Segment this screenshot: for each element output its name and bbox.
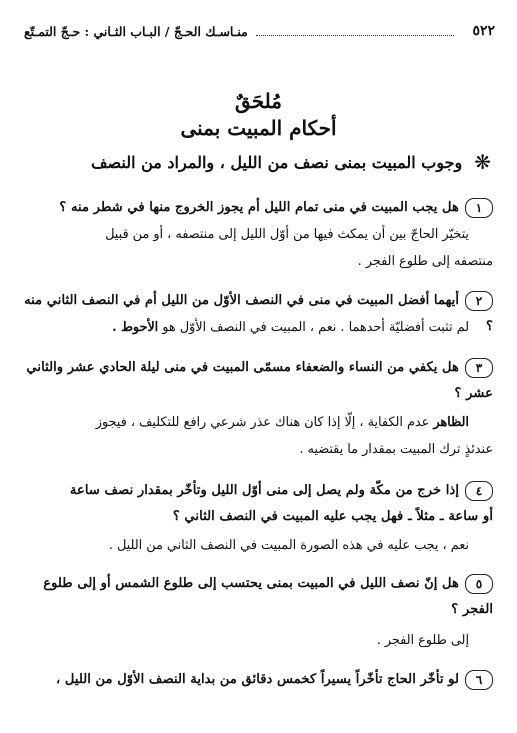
question-text: هل يكفي من النساء والضعفاء مسمّى المبيت في منى ليلة الحادي عشر والثاني <box>26 360 459 375</box>
running-title: منـاسـك الحـجّ / البـاب الثـاني : حـجّ التمـتّع <box>24 23 248 39</box>
page-header <box>24 20 495 42</box>
question-3 <box>24 355 493 407</box>
question-number-badge: ٣ <box>465 358 493 378</box>
question-line <box>24 571 493 597</box>
answer-bold-term: الأحوط . <box>112 320 159 335</box>
answer-text: لم تثبت أفضليّة أحدهما . نعم ، المبيت في النصف الأوّل هو <box>162 320 469 335</box>
answer-bold-term: الظاهر <box>433 415 469 430</box>
appendix-label: مُلحَقٌ <box>235 89 282 113</box>
chapter-title: أحكام المبيت بمنى <box>180 116 337 140</box>
question-line: عشر ؟ <box>454 386 493 401</box>
answer-2 <box>24 314 493 341</box>
answer-line: منتصفه إلى طلوع الفجر . <box>357 254 493 269</box>
question-number-badge: ٦ <box>465 670 493 690</box>
question-number-badge: ٥ <box>465 574 493 594</box>
answer-4 <box>24 532 493 559</box>
answer-line: عندئذٍ ترك المبيت بمقدار ما يقتضيه . <box>299 442 493 457</box>
question-5 <box>24 571 493 623</box>
answer-text: عدم الكفاية ، إلّا إذا كان هناك عذر شرعي رافع للتكليف ، فيجوز <box>95 415 430 430</box>
answer-line: إلى طلوع الفجر . <box>376 633 469 648</box>
question-text: لو تأخّر الحاج تأخّراً يسيراً كخمس دقائق من بداية النصف الأوّل من الليل ، <box>56 672 459 687</box>
question-text: إذا خرج من مكّة ولم يصل إلى منى أوّل الليل وتأخّر بمقدار نصف ساعة <box>69 483 459 498</box>
section-title: وجوب المبيت بمنى نصف من الليل ، والمراد من النصف <box>90 152 463 172</box>
question-6 <box>24 667 493 693</box>
question-line: الفجر ؟ <box>451 602 493 617</box>
question-line: أو ساعة ـ مثلاً ـ فهل يجب عليه المبيت في النصف الثاني ؟ <box>172 509 493 524</box>
page-number: ٥٢٢ <box>472 23 495 39</box>
appendix-title-block <box>0 88 517 142</box>
answer-line: يتخيّر الحاجّ بين أن يمكث فيها من أوّل الليل إلى منتصفه ، أو من قبيل <box>105 227 469 242</box>
section-heading <box>30 150 491 174</box>
question-text: أيهما أفضل المبيت في منى في النصف الأوّل من الليل أم في النصف الثاني منه ؟ <box>24 293 493 334</box>
answer-5 <box>24 627 493 654</box>
header-dotted-leader <box>256 27 455 36</box>
question-number-badge: ١ <box>465 198 493 218</box>
question-number-badge: ٢ <box>465 291 493 311</box>
question-text: هل إنّ نصف الليل في المبيت بمنى يحتسب إلى طلوع الشمس أو إلى طلوع <box>43 576 459 591</box>
answer-3 <box>24 409 493 463</box>
question-4 <box>24 478 493 530</box>
answer-line <box>24 409 493 436</box>
answer-line <box>24 314 493 341</box>
answer-line: نعم ، يجب عليه في هذه الصورة المبيت في النصف الثاني من الليل . <box>108 538 469 553</box>
question-1 <box>24 195 493 221</box>
question-line <box>24 355 493 381</box>
asterism-icon: ❋ <box>474 150 491 174</box>
question-text: هل يجب المبيت في منى تمام الليل أم يجوز الخروج منها في شطر منه ؟ <box>59 200 459 215</box>
question-number-badge: ٤ <box>465 481 493 501</box>
question-line <box>24 478 493 504</box>
answer-1 <box>24 221 493 275</box>
